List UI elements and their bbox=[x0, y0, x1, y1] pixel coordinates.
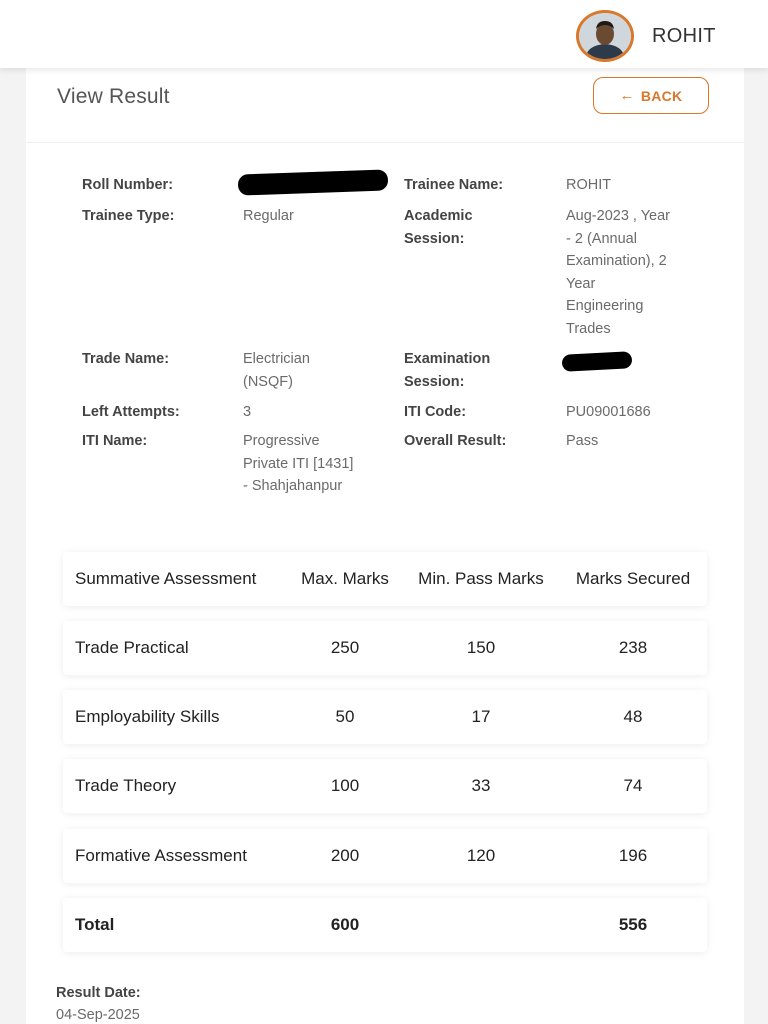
iti-code-value: PU09001686 bbox=[566, 404, 651, 420]
table-cell: Trade Practical bbox=[75, 638, 189, 657]
table-header-cell: Summative Assessment bbox=[75, 569, 257, 588]
academic-session-value-line: Aug-2023 , Year bbox=[566, 208, 671, 224]
table-cell: 17 bbox=[471, 707, 491, 726]
user-avatar-icon bbox=[579, 13, 631, 59]
table-total-row bbox=[63, 898, 707, 952]
academic-session-value-line: - 2 (Annual bbox=[566, 230, 637, 247]
table-header-row bbox=[63, 552, 707, 606]
overall-result-label: Overall Result: bbox=[404, 433, 507, 449]
table-cell: 48 bbox=[623, 707, 643, 726]
table-total-cell: Total bbox=[75, 915, 115, 934]
table-row bbox=[63, 829, 707, 883]
trainee-name-label: Trainee Name: bbox=[404, 177, 504, 193]
overall-result-value: Pass bbox=[566, 433, 599, 449]
table-cell: 250 bbox=[330, 638, 360, 657]
table-cell: 150 bbox=[466, 638, 496, 657]
examination-session-label-line: Session: bbox=[404, 373, 465, 390]
table-header-cell: Marks Secured bbox=[575, 569, 691, 588]
iti-name-value-line: Progressive bbox=[243, 433, 320, 449]
trainee-type-label: Trainee Type: bbox=[82, 208, 175, 224]
trade-name-value bbox=[243, 348, 310, 393]
academic-session-value-line: Engineering bbox=[566, 298, 644, 314]
table-cell: 120 bbox=[466, 846, 496, 865]
table-cell: Formative Assessment bbox=[75, 846, 247, 865]
table-row bbox=[63, 759, 707, 813]
trainee-name-value: ROHIT bbox=[566, 177, 612, 193]
academic-session-label bbox=[404, 205, 473, 250]
table-row bbox=[63, 621, 707, 675]
trade-name-label: Trade Name: bbox=[82, 351, 170, 367]
examination-session-label bbox=[404, 348, 490, 393]
trade-name-value-line: Electrician bbox=[243, 351, 310, 367]
iti-code-label: ITI Code: bbox=[404, 404, 467, 420]
table-cell: 50 bbox=[335, 707, 355, 726]
result-date-value: 04-Sep-2025 bbox=[56, 1007, 140, 1023]
academic-session-label-line: Session: bbox=[404, 230, 465, 247]
table-header-cell: Max. Marks bbox=[301, 569, 389, 588]
user-name[interactable]: ROHIT bbox=[652, 25, 716, 47]
academic-session-value-line: Examination), 2 bbox=[566, 253, 667, 269]
table-cell: 200 bbox=[330, 846, 360, 865]
result-date-label: Result Date: bbox=[56, 985, 141, 1001]
table-total-cell bbox=[411, 898, 551, 952]
academic-session-value bbox=[566, 205, 670, 340]
left-arrow-icon: ← bbox=[619, 87, 635, 104]
left-attempts-label: Left Attempts: bbox=[82, 404, 180, 420]
iti-name-value-line: Private ITI [1431] bbox=[243, 455, 354, 472]
user-avatar[interactable] bbox=[576, 10, 634, 62]
examination-session-label-line: Examination bbox=[404, 351, 491, 367]
academic-session-label-line: Academic bbox=[404, 208, 473, 224]
table-cell: 238 bbox=[618, 638, 648, 657]
back-button[interactable] bbox=[593, 77, 709, 114]
table-cell: 33 bbox=[471, 776, 491, 795]
table-cell: 74 bbox=[623, 776, 643, 795]
academic-session-value-line: Trades bbox=[566, 320, 611, 337]
iti-name-label: ITI Name: bbox=[82, 433, 148, 449]
page-title: View Result bbox=[57, 85, 170, 108]
academic-session-value-line: Year bbox=[566, 275, 596, 292]
card-header bbox=[26, 68, 744, 143]
iti-name-value bbox=[243, 430, 353, 498]
table-cell: Employability Skills bbox=[75, 707, 220, 726]
left-attempts-value: 3 bbox=[243, 404, 252, 420]
trainee-type-value: Regular bbox=[243, 208, 294, 224]
table-total-cell: 600 bbox=[330, 915, 360, 934]
iti-name-value-line: - Shahjahanpur bbox=[243, 478, 343, 494]
table-cell: 196 bbox=[618, 846, 648, 865]
table-cell: 100 bbox=[330, 776, 360, 795]
table-total-cell: 556 bbox=[618, 915, 648, 934]
table-row bbox=[63, 690, 707, 744]
roll-number-label: Roll Number: bbox=[82, 177, 174, 193]
back-button-label: BACK bbox=[640, 87, 683, 104]
trade-name-value-line: (NSQF) bbox=[243, 373, 293, 390]
top-bar bbox=[0, 0, 768, 68]
table-header-cell: Min. Pass Marks bbox=[418, 569, 544, 588]
table-cell: Trade Theory bbox=[75, 776, 177, 795]
